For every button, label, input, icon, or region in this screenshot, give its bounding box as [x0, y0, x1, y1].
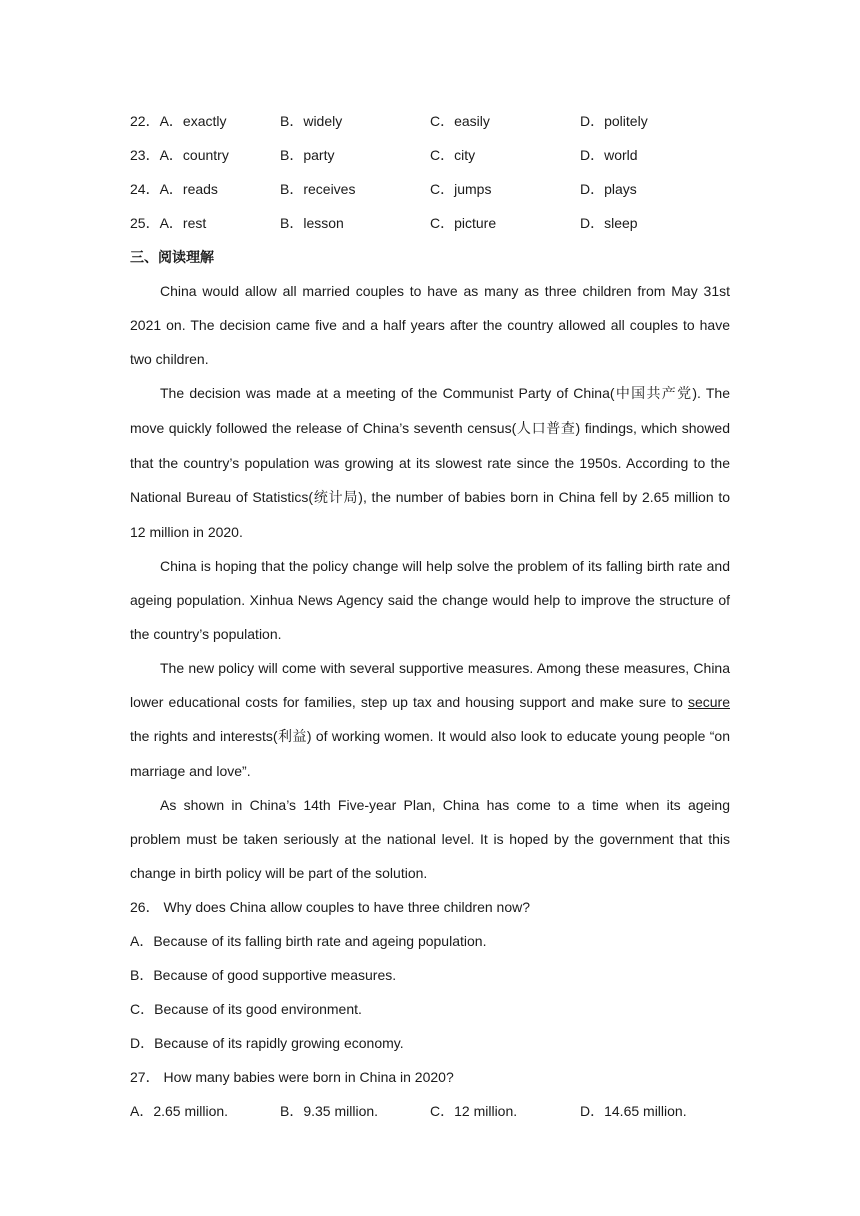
option-c: C．easily — [430, 113, 490, 129]
option-a: 24．A．reads — [130, 172, 280, 206]
question-number: 25． — [130, 215, 160, 231]
question-26-option-a: A．Because of its falling birth rate and ageing population. — [130, 933, 487, 949]
question-27-options — [130, 1094, 730, 1128]
option-d: D．sleep — [580, 215, 638, 231]
chinese-gloss: 人口普查 — [516, 421, 576, 437]
option-d: D．politely — [580, 113, 648, 129]
option-c: C．jumps — [430, 181, 492, 197]
passage-paragraph-4: The new policy will come with several supportive measures. Among these measures, China lower educational costs for families, step up tax and housing support and make sure to secure the rights and interests(利益) of working women. It would also look to educate young people “on marriage and love”. — [130, 660, 730, 779]
question-number: 22． — [130, 113, 160, 129]
option-c: C．city — [430, 147, 476, 163]
passage-paragraph-2: The decision was made at a meeting of the Communist Party of China(中国共产党). The move quickly followed the release of China’s seventh census(人口普查) findings, which showed that the country’s population was growing at its slowest rate since the 1950s. According to the National Bureau of Statistics(统计局), the number of babies born in China fell by 2.65 million to 12 million in 2020. — [130, 385, 731, 540]
option-a: 22．A．exactly — [130, 104, 280, 138]
underlined-word: secure — [687, 694, 730, 710]
option-b: B．widely — [280, 113, 343, 129]
option-a: 25．A．rest — [130, 206, 280, 240]
chinese-gloss: 中国共产党 — [614, 386, 693, 402]
question-25-options — [130, 206, 730, 240]
option-a: 23．A．country — [130, 138, 280, 172]
question-23-options — [130, 138, 730, 172]
chinese-gloss: 统计局 — [313, 490, 359, 506]
question-22-options — [130, 104, 730, 138]
option-b: B．party — [280, 147, 335, 163]
option-b: B．lesson — [280, 215, 344, 231]
question-26-option-c: C．Because of its good environment. — [130, 1001, 362, 1017]
option-d: D．14.65 million. — [580, 1103, 687, 1119]
question-26-option-d: D．Because of its rapidly growing economy. — [130, 1035, 404, 1051]
page-content — [130, 104, 730, 1128]
option-c: C．picture — [430, 215, 497, 231]
option-b: B．9.35 million. — [280, 1103, 379, 1119]
question-24-options — [130, 172, 730, 206]
section-heading: 三、阅读理解 — [130, 249, 214, 265]
option-b: B．receives — [280, 181, 356, 197]
option-d: D．plays — [580, 181, 637, 197]
question-number: 24． — [130, 181, 160, 197]
question-27-stem: 27． How many babies were born in China in 2020? — [130, 1069, 454, 1085]
question-26-option-b: B．Because of good supportive measures. — [130, 967, 397, 983]
option-a: A．2.65 million. — [130, 1103, 229, 1119]
option-d: D．world — [580, 147, 638, 163]
question-26-stem: 26． Why does China allow couples to have three children now? — [130, 899, 531, 915]
chinese-gloss: 利益 — [277, 729, 307, 745]
question-number: 23． — [130, 147, 160, 163]
option-c: C．12 million. — [430, 1103, 518, 1119]
passage-paragraph-1: China would allow all married couples to have as many as three children from May 31st 2021 on. The decision came five and a half years after the country allowed all couples to have two children. — [130, 283, 730, 367]
passage-paragraph-5: As shown in China’s 14th Five-year Plan, China has come to a time when its ageing problem must be taken seriously at the national level. It is hoped by the government that this change in birth policy will be part of the solution. — [130, 797, 730, 881]
passage-paragraph-3: China is hoping that the policy change will help solve the problem of its falling birth rate and ageing population. Xinhua News Agency said the change would help to improve the structure of the country’s population. — [130, 558, 730, 642]
